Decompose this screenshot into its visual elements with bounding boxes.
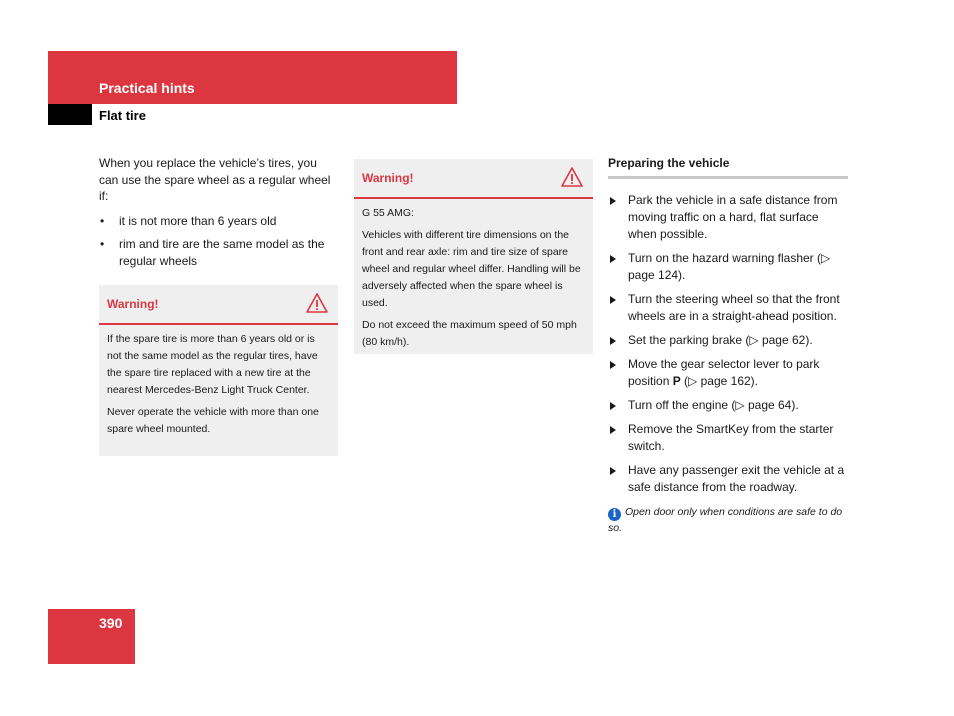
condition-list	[99, 213, 339, 270]
step-item	[608, 291, 848, 325]
step-item	[608, 421, 848, 455]
warning-header	[99, 285, 338, 325]
info-icon: i	[608, 508, 621, 521]
arrow-bullet-icon	[610, 337, 616, 345]
page-number: 390	[99, 615, 123, 631]
subsection-title: Flat tire	[99, 108, 146, 123]
arrow-bullet-icon	[610, 296, 616, 304]
list-item	[99, 213, 339, 230]
intro-paragraph: When you replace the vehicle’s tires, you can use the spare wheel as a regular wheel if:	[99, 156, 331, 203]
step-item	[608, 250, 848, 284]
step-item	[608, 462, 848, 496]
warning-paragraph: If the spare tire is more than 6 years old or is not the same model as the regular tires, have the spare tire replaced with a new tire at the nearest Mercedes-Benz Light Truck Center.	[107, 333, 318, 396]
warning-title: Warning!	[362, 171, 414, 185]
arrow-bullet-icon	[610, 361, 616, 369]
warning-title: Warning!	[107, 297, 159, 311]
warning-triangle-icon	[561, 166, 583, 188]
info-note	[608, 505, 848, 536]
header-band	[48, 51, 457, 104]
warning-paragraph: Never operate the vehicle with more than one spare wheel mounted.	[107, 406, 319, 435]
section-title: Practical hints	[99, 80, 195, 96]
arrow-bullet-icon	[610, 402, 616, 410]
step-item	[608, 332, 848, 349]
warning-paragraph: Vehicles with different tire dimensions on the front and rear axle: rim and tire size of spare wheel and regular wheel differ. Handling will be adversely affected when the spare wheel is used.	[362, 229, 581, 309]
step-text: Turn on the hazard warning flasher (▷ page 124).	[628, 251, 831, 282]
warning-paragraph: G 55 AMG:	[362, 207, 414, 219]
arrow-bullet-icon	[610, 255, 616, 263]
warning-body	[99, 325, 338, 449]
steps-list	[608, 192, 848, 496]
step-item	[608, 356, 848, 390]
warning-box-amg	[354, 159, 593, 354]
warning-body	[354, 199, 593, 362]
column-right	[608, 155, 848, 536]
list-item	[99, 236, 339, 269]
step-text: Have any passenger exit the vehicle at a safe distance from the roadway.	[628, 463, 845, 494]
step-text: Turn the steering wheel so that the front wheels are in a straight-ahead position.	[628, 292, 840, 323]
step-item	[608, 397, 848, 414]
warning-header	[354, 159, 593, 199]
step-text: Move the gear selector lever to park position P (▷ page 162).	[628, 357, 820, 388]
bullet-icon: •	[100, 213, 105, 228]
step-text: Park the vehicle in a safe distance from moving traffic on a hard, flat surface when possible.	[628, 193, 838, 241]
list-item-text: it is not more than 6 years old	[119, 213, 277, 228]
preparing-title: Preparing the vehicle	[608, 155, 848, 179]
step-text: Turn off the engine (▷ page 64).	[628, 398, 799, 412]
arrow-bullet-icon	[610, 197, 616, 205]
warning-triangle-icon	[306, 292, 328, 314]
subsection-marker	[48, 104, 92, 125]
step-text: Set the parking brake (▷ page 62).	[628, 333, 813, 347]
column-left	[99, 155, 339, 276]
step-text: Remove the SmartKey from the starter switch.	[628, 422, 834, 453]
park-position-letter: P	[672, 374, 681, 388]
bullet-icon: •	[100, 237, 105, 251]
info-note-text: Open door only when conditions are safe to do so.	[608, 506, 843, 534]
list-item-text: rim and tire are the same model as the regular wheels	[119, 237, 325, 268]
arrow-bullet-icon	[610, 426, 616, 434]
warning-box-spare-tire	[99, 285, 338, 456]
arrow-bullet-icon	[610, 467, 616, 475]
step-item	[608, 192, 848, 243]
warning-paragraph: Do not exceed the maximum speed of 50 mph (80 km/h).	[362, 319, 577, 348]
